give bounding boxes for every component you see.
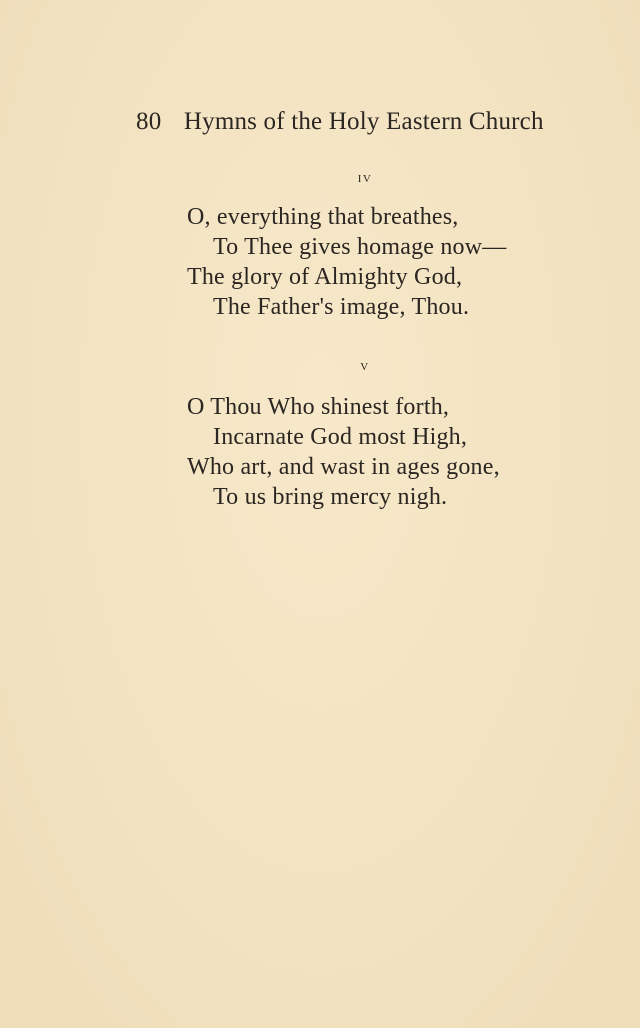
- section-numeral-v: v: [360, 358, 370, 374]
- stanza-iv: [187, 202, 506, 322]
- section-numeral-iv: iv: [357, 170, 373, 186]
- book-title: Hymns of the Holy Eastern Church: [183, 108, 544, 135]
- stanza-line: The glory of Almighty God,: [187, 264, 463, 290]
- stanza-line: The Father's image, Thou.: [213, 294, 470, 320]
- stanza-line: To us bring mercy nigh.: [213, 484, 448, 510]
- running-head: [136, 108, 576, 136]
- stanza-line: Who art, and wast in ages gone,: [187, 454, 500, 480]
- stanza-line: O, everything that breathes,: [187, 204, 459, 230]
- stanza-line: To Thee gives homage now—: [213, 234, 507, 260]
- stanza-v: [187, 392, 500, 512]
- page-number: 80: [136, 108, 162, 135]
- stanza-line: Incarnate God most High,: [213, 424, 468, 450]
- stanza-line: O Thou Who shinest forth,: [187, 394, 450, 420]
